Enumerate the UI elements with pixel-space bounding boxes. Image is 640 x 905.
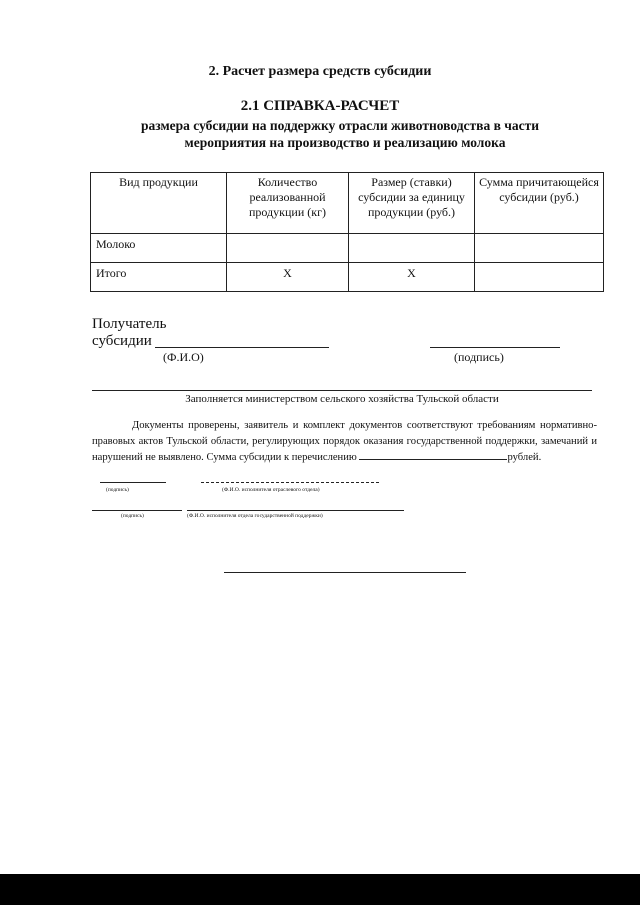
scan-edge-bar [0,874,640,905]
table-row [91,234,604,263]
bottom-rule [224,572,466,573]
subsidy-amount-field[interactable] [359,449,507,460]
fio-caption-2: (Ф.И.О. исполнителя отдела государственной поддержки) [187,513,323,519]
cell-quantity[interactable] [227,234,349,263]
document-subtitle-line1: размера субсидии на поддержку отрасли животноводства в части [140,118,540,133]
header-quantity: Количество реализованной продукции (кг) [227,173,349,234]
header-product-type: Вид продукции [91,173,227,234]
header-rate: Размер (ставки) субсидии за единицу продукции (руб.) [349,173,475,234]
document-subtitle-line2: мероприятия на производство и реализацию молока [184,135,506,150]
cell-amount[interactable] [475,263,604,292]
executor-fio-line-1[interactable] [201,482,379,483]
cell-amount[interactable] [475,234,604,263]
signature-caption: (подпись) [454,350,504,364]
table-row [91,263,604,292]
document-title: 2.1 СПРАВКА-РАСЧЕТ [240,98,400,114]
recipient-fio-field[interactable] [155,347,329,348]
cell-product: Итого [91,263,227,292]
subsidy-calculation-table [90,172,604,292]
cell-quantity: Х [227,263,349,292]
section-heading: 2. Расчет размера средств субсидии [208,64,432,79]
amount-suffix: рублей. [507,452,542,463]
executor-signature-line-2[interactable] [92,510,182,511]
recipient-label: Получатель [92,316,167,332]
signature-caption-2: (подпись) [121,513,144,519]
signature-caption-1: (подпись) [106,487,129,493]
table-header-row [91,173,604,234]
recipient-signature-field[interactable] [430,347,560,348]
fio-caption: (Ф.И.О) [163,350,204,364]
fio-caption-1: (Ф.И.О. исполнителя отраслевого отдела) [222,487,320,493]
ministry-note: Заполняется министерством сельского хозяйства Тульской области [185,393,499,405]
cell-product: Молоко [91,234,227,263]
cell-rate: Х [349,263,475,292]
executor-fio-line-2[interactable] [187,510,404,511]
cell-rate[interactable] [349,234,475,263]
header-amount: Сумма причитающейся субсидии (руб.) [475,173,604,234]
section-divider [92,390,592,391]
verification-paragraph [92,418,597,466]
verification-text: Документы проверены, заявитель и комплект документов соответствуют требованиям нормативно-правовых актов Тульской области, регулирующих порядок оказания государственной поддержки, замечаний и нарушений не выявлено. Сумма субсидии к перечислению [92,420,597,463]
executor-signature-line-1[interactable] [100,482,166,483]
recipient-label-line2: субсидии [92,333,152,349]
